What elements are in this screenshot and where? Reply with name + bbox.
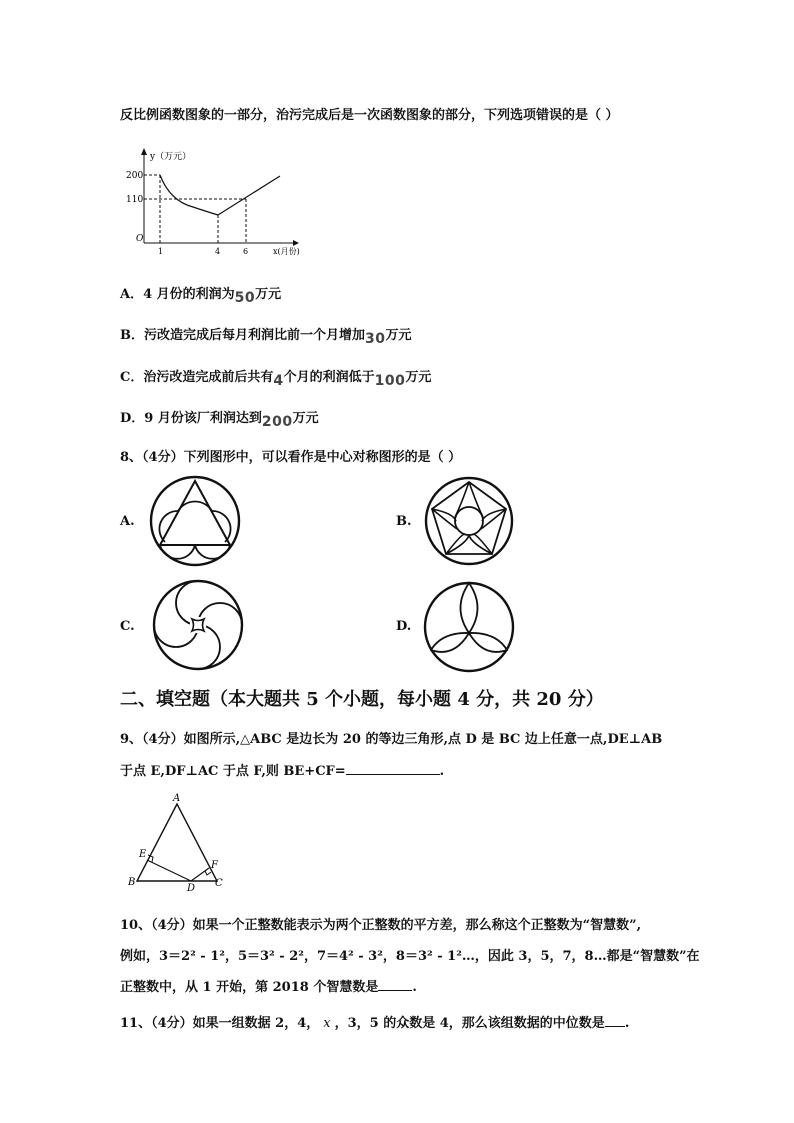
q11-answer-blank[interactable]	[605, 1014, 625, 1027]
q10-answer-blank[interactable]	[378, 978, 412, 991]
q7-option-d: D．9 月份该厂利润达到200万元	[120, 411, 319, 430]
x-tick-4: 4	[215, 247, 221, 256]
q7-option-b: B．污改造完成后每月利润比前一个月增加30万元	[120, 328, 412, 347]
x-axis-arrow	[293, 240, 299, 246]
q9-line-2: 于点 E,DF⊥AC 于点 F,则 BE+CF= .	[120, 764, 445, 779]
q10-line-1: 10、（4分）如果一个正整数能表示为两个正整数的平方差，那么称这个正整数为“智慧数”,	[120, 918, 642, 933]
label-A: A	[173, 793, 181, 804]
q9-line-1: 9、（4分）如图所示,△ABC 是边长为 20 的等边三角形,点 D 是 BC 边上任意一点,DE⊥AB	[120, 732, 663, 747]
y-axis-arrow	[141, 148, 147, 155]
q10-line-3: 正整数中，从 1 开始，第 2018 个智慧数是 .	[120, 980, 417, 995]
label-C: C	[215, 878, 223, 889]
y-tick-200: 200	[126, 171, 144, 181]
q8-option-b-label: B.	[396, 514, 412, 529]
q7-profit-graph	[118, 143, 318, 258]
label-D: D	[187, 883, 196, 892]
q8-figure-b	[423, 475, 515, 567]
q8-figure-c	[151, 578, 245, 672]
q10-line-2: 例如，3＝2² - 1²，5＝3² - 2²，7＝4² - 3²，8＝3² - 1²…，因此 3，5，7，8…都是“智慧数”在	[120, 949, 700, 964]
q8-option-c-label: C.	[120, 619, 135, 634]
linear-segment	[218, 176, 280, 215]
label-B: B	[128, 877, 136, 888]
y-label: y（万元）	[150, 152, 192, 162]
q11-line: 11、（4分）如果一组数据 2，4， x ，3，5 的众数是 4，那么该组数据的中位数是 .	[120, 1016, 630, 1031]
q8-figure-a	[148, 474, 242, 568]
q7-option-a: A．4 月份的利润为50万元	[120, 287, 282, 306]
section-fill-in-title: 二、填空题（本大题共 5 个小题，每小题 4 分，共 20 分）	[120, 689, 604, 710]
origin-label: O	[136, 234, 144, 244]
y-tick-110: 110	[126, 195, 144, 205]
q7-stem: 反比例函数图象的一部分，治污完成后是一次函数图象的部分，下列选项错误的是（ ）	[120, 108, 619, 123]
label-F: F	[211, 860, 218, 871]
x-label: x(月份)	[273, 247, 300, 256]
q9-triangle-figure	[125, 790, 235, 892]
q9-answer-blank[interactable]	[346, 762, 440, 775]
q8-stem: 8、（4分）下列图形中，可以看作是中心对称图形的是（ ）	[120, 450, 462, 465]
q8-option-a-label: A.	[120, 514, 135, 529]
q8-figure-d	[422, 580, 516, 674]
x-tick-6: 6	[243, 247, 249, 256]
inverse-curve	[160, 175, 218, 215]
x-tick-1: 1	[158, 247, 164, 256]
q8-option-d-label: D.	[396, 619, 412, 634]
q7-option-c: C．治污改造完成前后共有4个月的利润低于100万元	[120, 370, 432, 389]
label-E: E	[139, 849, 147, 860]
